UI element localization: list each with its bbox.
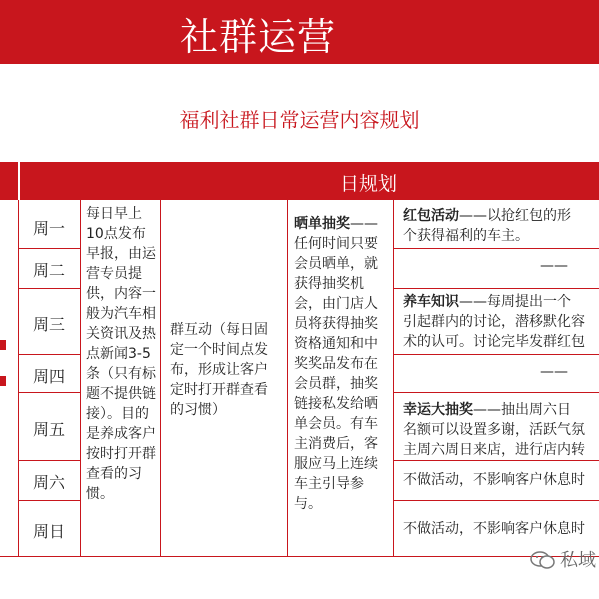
plan-table (0, 162, 599, 557)
row-divider (18, 354, 80, 355)
table-header (20, 162, 599, 200)
watermark-text: 私域 (560, 550, 596, 571)
fri-activity-line2: 名额可以设置多谢，活跃气氛 (403, 422, 585, 438)
table-header-label: 日规划 (340, 173, 398, 195)
order-lottery-body: ——任何时间只要会员晒单，就获得抽奖机会，由门店人员将获得抽奖资格通知和中奖奖品发布在会员群，抽奖链接私发给晒单会员。有车主消费后，客服应马上连续车主引导参与。 (294, 216, 378, 512)
sat-activity: 不做活动，不影响客户休息时 (403, 472, 585, 488)
fri-activity-line3: 主周六周日来店，进行店内转 (403, 442, 585, 458)
col-divider (18, 200, 19, 557)
table-header-left (0, 162, 20, 200)
row-divider (18, 248, 80, 249)
wed-activity-line1 (403, 292, 571, 312)
mon-activity-text: ——以抢红包的形 (459, 208, 571, 224)
order-lottery-cell (294, 214, 389, 514)
fri-activity-line1 (403, 400, 571, 420)
day-sun: 周日 (32, 522, 65, 541)
wed-activity-line3: 术的认可。讨论完毕发群红包 (403, 334, 585, 350)
group-interaction-cell: 群互动（每日固定一个时间点发布，形成让客户定时打开群查看的习惯） (170, 322, 268, 418)
row-divider (393, 248, 599, 249)
tue-activity: —— (540, 258, 568, 274)
wed-activity-title: 养车知识 (403, 294, 459, 310)
day-thu: 周四 (32, 367, 65, 386)
wechat-icon (530, 550, 556, 570)
clipped-text (0, 376, 6, 386)
row-divider (393, 392, 599, 393)
fri-activity-text: ——抽出周六日 (473, 402, 571, 418)
row-divider (18, 500, 80, 501)
mon-activity-line1 (403, 206, 571, 226)
thu-activity: —— (540, 364, 568, 380)
fri-activity-title: 幸运大抽奖 (403, 402, 473, 418)
day-fri: 周五 (32, 420, 65, 439)
day-tue: 周二 (32, 261, 65, 280)
table-bottom (0, 556, 599, 557)
row-divider (18, 288, 80, 289)
morning-report-cell: 每日早上10点发布早报，由运营专员提供，内容一般为汽车相关资讯及热点新闻3-5条（只有标题不提供链接）。目的是养成客户按时打开群查看的习惯。 (86, 206, 156, 502)
wed-activity-text: ——每周提出一个 (459, 294, 571, 310)
row-divider (18, 460, 80, 461)
col-divider (287, 200, 288, 557)
day-wed: 周三 (32, 315, 65, 334)
clipped-text (0, 340, 6, 350)
mon-activity-line2: 个获得福利的车主。 (403, 228, 529, 244)
sun-activity: 不做活动，不影响客户休息时 (403, 521, 585, 537)
day-sat: 周六 (32, 473, 65, 492)
row-divider (393, 460, 599, 461)
row-divider (393, 288, 599, 289)
page-subtitle: 福利社群日常运营内容规划 (179, 108, 420, 132)
col-divider (160, 200, 161, 557)
col-divider (393, 200, 394, 557)
order-lottery-title: 晒单抽奖 (294, 216, 350, 232)
col-divider (80, 200, 81, 557)
row-divider (393, 354, 599, 355)
page-title: 社群运营 (180, 15, 337, 59)
wed-activity-line2: 引起群内的讨论，潜移默化容 (403, 314, 585, 330)
day-mon: 周一 (32, 219, 65, 238)
row-divider (18, 392, 80, 393)
row-divider (393, 500, 599, 501)
mon-activity-title: 红包活动 (403, 208, 459, 224)
